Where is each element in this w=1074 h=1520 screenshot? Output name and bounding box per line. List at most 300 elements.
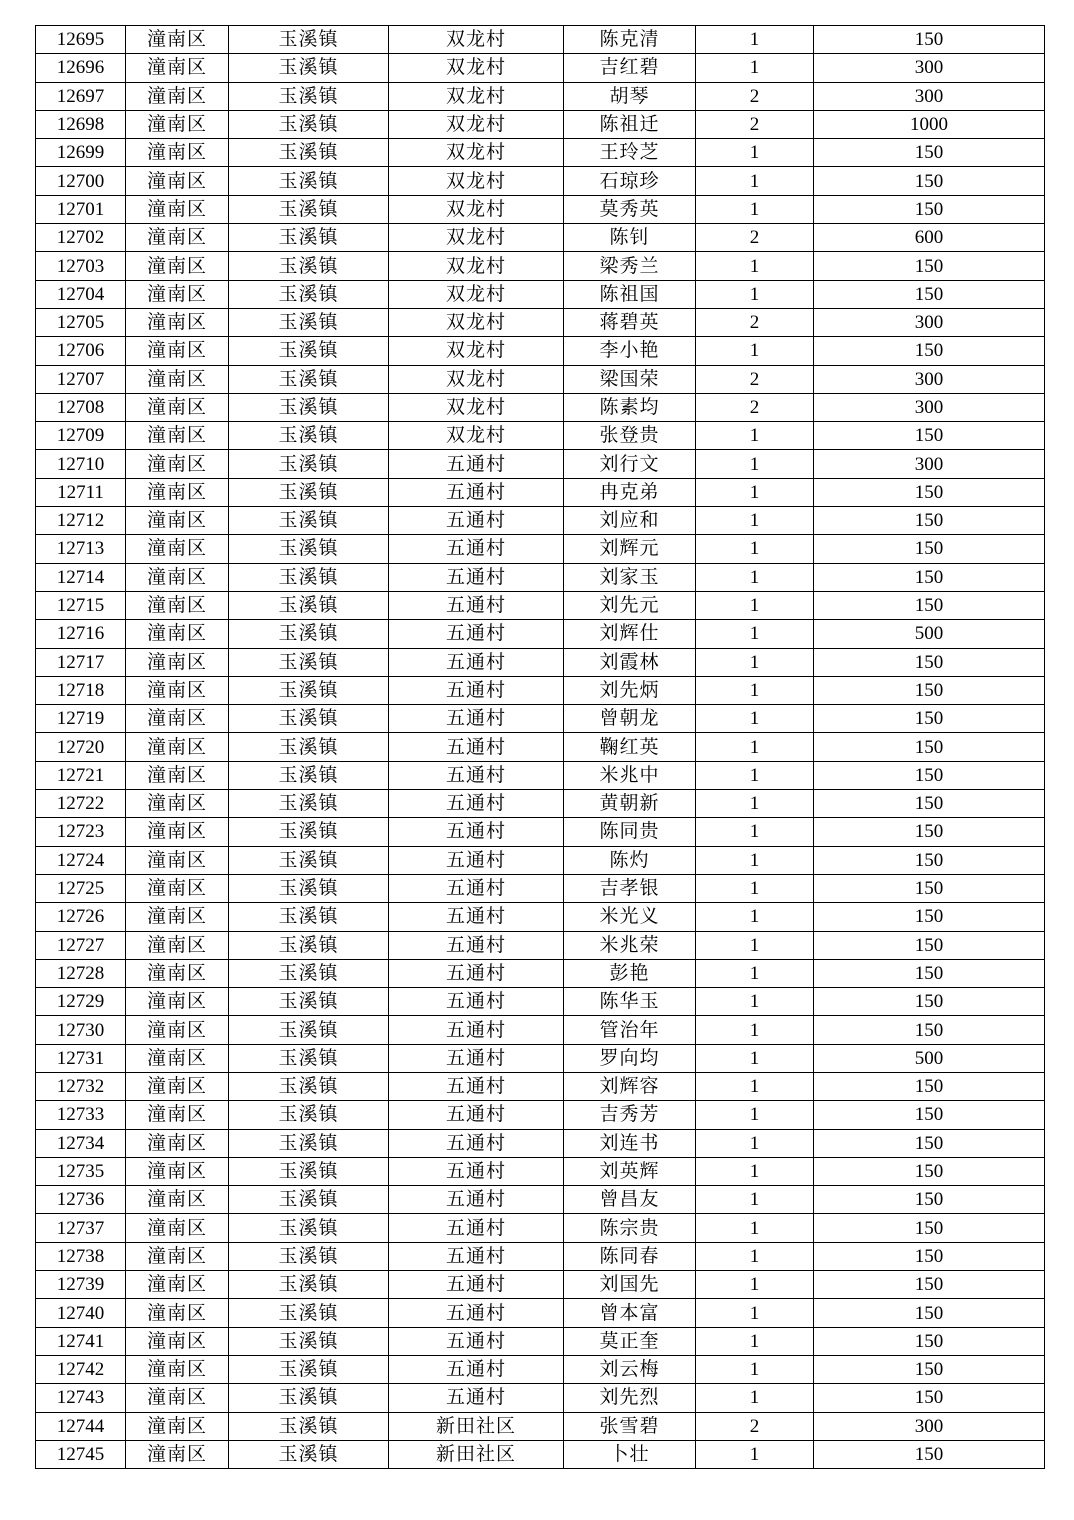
amount-cell: 500 [814,620,1045,648]
name-cell: 梁秀兰 [564,252,696,280]
town-cell: 玉溪镇 [229,1242,389,1270]
name-cell: 刘国先 [564,1271,696,1299]
table-row [36,1101,1045,1129]
village-cell: 五通村 [389,846,564,874]
village-cell: 五通村 [389,1384,564,1412]
name-cell: 刘辉元 [564,535,696,563]
town-cell: 玉溪镇 [229,1271,389,1299]
name-cell: 张雪碧 [564,1412,696,1440]
town-cell: 玉溪镇 [229,563,389,591]
serial-number-cell: 12721 [36,761,126,789]
district-cell: 潼南区 [126,337,229,365]
table-row [36,393,1045,421]
serial-number-cell: 12696 [36,54,126,82]
amount-cell: 1000 [814,110,1045,138]
town-cell: 玉溪镇 [229,422,389,450]
district-cell: 潼南区 [126,676,229,704]
district-cell: 潼南区 [126,1214,229,1242]
amount-cell: 150 [814,252,1045,280]
district-cell: 潼南区 [126,761,229,789]
district-cell: 潼南区 [126,393,229,421]
household-size-cell: 1 [696,1101,814,1129]
district-cell: 潼南区 [126,195,229,223]
amount-cell: 300 [814,82,1045,110]
table-row [36,535,1045,563]
household-size-cell: 1 [696,1327,814,1355]
roster-table-body [36,26,1045,1469]
household-size-cell: 1 [696,1271,814,1299]
amount-cell: 150 [814,1016,1045,1044]
household-size-cell: 1 [696,280,814,308]
district-cell: 潼南区 [126,1129,229,1157]
name-cell: 米兆荣 [564,931,696,959]
serial-number-cell: 12733 [36,1101,126,1129]
serial-number-cell: 12731 [36,1044,126,1072]
serial-number-cell: 12713 [36,535,126,563]
amount-cell: 150 [814,422,1045,450]
household-size-cell: 1 [696,648,814,676]
town-cell: 玉溪镇 [229,591,389,619]
name-cell: 曾朝龙 [564,705,696,733]
name-cell: 鞠红英 [564,733,696,761]
district-cell: 潼南区 [126,1440,229,1468]
household-size-cell: 1 [696,846,814,874]
amount-cell: 300 [814,308,1045,336]
district-cell: 潼南区 [126,959,229,987]
name-cell: 刘行文 [564,450,696,478]
town-cell: 玉溪镇 [229,1355,389,1383]
serial-number-cell: 12711 [36,478,126,506]
serial-number-cell: 12719 [36,705,126,733]
serial-number-cell: 12744 [36,1412,126,1440]
name-cell: 刘家玉 [564,563,696,591]
village-cell: 五通村 [389,450,564,478]
table-row [36,1299,1045,1327]
serial-number-cell: 12705 [36,308,126,336]
serial-number-cell: 12723 [36,818,126,846]
village-cell: 五通村 [389,733,564,761]
amount-cell: 150 [814,591,1045,619]
household-size-cell: 1 [696,903,814,931]
amount-cell: 150 [814,1271,1045,1299]
village-cell: 双龙村 [389,195,564,223]
amount-cell: 150 [814,988,1045,1016]
village-cell: 五通村 [389,620,564,648]
amount-cell: 150 [814,1186,1045,1214]
district-cell: 潼南区 [126,26,229,54]
table-row [36,308,1045,336]
amount-cell: 150 [814,874,1045,902]
district-cell: 潼南区 [126,422,229,450]
district-cell: 潼南区 [126,591,229,619]
village-cell: 五通村 [389,1242,564,1270]
household-size-cell: 1 [696,1242,814,1270]
name-cell: 刘霞林 [564,648,696,676]
name-cell: 陈素均 [564,393,696,421]
name-cell: 吉红碧 [564,54,696,82]
table-row [36,337,1045,365]
district-cell: 潼南区 [126,54,229,82]
town-cell: 玉溪镇 [229,54,389,82]
serial-number-cell: 12743 [36,1384,126,1412]
table-row [36,1271,1045,1299]
village-cell: 五通村 [389,1327,564,1355]
town-cell: 玉溪镇 [229,1214,389,1242]
town-cell: 玉溪镇 [229,507,389,535]
village-cell: 五通村 [389,818,564,846]
table-row [36,931,1045,959]
serial-number-cell: 12707 [36,365,126,393]
household-size-cell: 1 [696,337,814,365]
amount-cell: 150 [814,705,1045,733]
household-size-cell: 1 [696,931,814,959]
serial-number-cell: 12722 [36,790,126,818]
serial-number-cell: 12718 [36,676,126,704]
amount-cell: 150 [814,1327,1045,1355]
serial-number-cell: 12714 [36,563,126,591]
table-row [36,591,1045,619]
town-cell: 玉溪镇 [229,535,389,563]
household-size-cell: 1 [696,988,814,1016]
amount-cell: 150 [814,1440,1045,1468]
name-cell: 陈祖迁 [564,110,696,138]
town-cell: 玉溪镇 [229,931,389,959]
district-cell: 潼南区 [126,450,229,478]
district-cell: 潼南区 [126,1157,229,1185]
town-cell: 玉溪镇 [229,1186,389,1214]
village-cell: 双龙村 [389,224,564,252]
serial-number-cell: 12703 [36,252,126,280]
village-cell: 五通村 [389,591,564,619]
serial-number-cell: 12742 [36,1355,126,1383]
district-cell: 潼南区 [126,733,229,761]
serial-number-cell: 12698 [36,110,126,138]
town-cell: 玉溪镇 [229,252,389,280]
amount-cell: 150 [814,676,1045,704]
table-row [36,1214,1045,1242]
household-size-cell: 1 [696,1355,814,1383]
town-cell: 玉溪镇 [229,450,389,478]
household-size-cell: 1 [696,26,814,54]
serial-number-cell: 12700 [36,167,126,195]
household-size-cell: 2 [696,82,814,110]
name-cell: 米兆中 [564,761,696,789]
district-cell: 潼南区 [126,224,229,252]
name-cell: 陈祖国 [564,280,696,308]
village-cell: 新田社区 [389,1412,564,1440]
household-size-cell: 1 [696,1129,814,1157]
table-row [36,478,1045,506]
amount-cell: 150 [814,1129,1045,1157]
district-cell: 潼南区 [126,139,229,167]
town-cell: 玉溪镇 [229,676,389,704]
town-cell: 玉溪镇 [229,1101,389,1129]
town-cell: 玉溪镇 [229,478,389,506]
serial-number-cell: 12745 [36,1440,126,1468]
village-cell: 五通村 [389,761,564,789]
household-size-cell: 1 [696,563,814,591]
district-cell: 潼南区 [126,1186,229,1214]
district-cell: 潼南区 [126,82,229,110]
village-cell: 五通村 [389,676,564,704]
town-cell: 玉溪镇 [229,1044,389,1072]
district-cell: 潼南区 [126,478,229,506]
name-cell: 刘先炳 [564,676,696,704]
district-cell: 潼南区 [126,110,229,138]
village-cell: 五通村 [389,1101,564,1129]
table-row [36,563,1045,591]
village-cell: 五通村 [389,535,564,563]
district-cell: 潼南区 [126,507,229,535]
town-cell: 玉溪镇 [229,139,389,167]
town-cell: 玉溪镇 [229,733,389,761]
table-row [36,110,1045,138]
table-row [36,139,1045,167]
serial-number-cell: 12740 [36,1299,126,1327]
serial-number-cell: 12728 [36,959,126,987]
table-row [36,1044,1045,1072]
table-row [36,1016,1045,1044]
district-cell: 潼南区 [126,252,229,280]
name-cell: 卜壮 [564,1440,696,1468]
name-cell: 罗向均 [564,1044,696,1072]
name-cell: 刘应和 [564,507,696,535]
serial-number-cell: 12735 [36,1157,126,1185]
district-cell: 潼南区 [126,1044,229,1072]
serial-number-cell: 12732 [36,1072,126,1100]
town-cell: 玉溪镇 [229,705,389,733]
name-cell: 刘先元 [564,591,696,619]
village-cell: 五通村 [389,1157,564,1185]
amount-cell: 150 [814,818,1045,846]
name-cell: 米光义 [564,903,696,931]
town-cell: 玉溪镇 [229,959,389,987]
amount-cell: 150 [814,26,1045,54]
town-cell: 玉溪镇 [229,620,389,648]
household-size-cell: 1 [696,761,814,789]
serial-number-cell: 12717 [36,648,126,676]
table-row [36,988,1045,1016]
table-row [36,874,1045,902]
serial-number-cell: 12716 [36,620,126,648]
table-row [36,676,1045,704]
district-cell: 潼南区 [126,1384,229,1412]
district-cell: 潼南区 [126,1299,229,1327]
name-cell: 陈同贵 [564,818,696,846]
serial-number-cell: 12695 [36,26,126,54]
village-cell: 五通村 [389,478,564,506]
household-size-cell: 1 [696,1186,814,1214]
name-cell: 陈克清 [564,26,696,54]
amount-cell: 300 [814,450,1045,478]
village-cell: 双龙村 [389,337,564,365]
district-cell: 潼南区 [126,648,229,676]
village-cell: 五通村 [389,790,564,818]
name-cell: 曾本富 [564,1299,696,1327]
village-cell: 双龙村 [389,280,564,308]
town-cell: 玉溪镇 [229,761,389,789]
household-size-cell: 1 [696,676,814,704]
table-row [36,761,1045,789]
name-cell: 陈宗贵 [564,1214,696,1242]
table-row [36,1072,1045,1100]
town-cell: 玉溪镇 [229,280,389,308]
household-size-cell: 1 [696,422,814,450]
amount-cell: 300 [814,54,1045,82]
household-size-cell: 1 [696,535,814,563]
amount-cell: 150 [814,507,1045,535]
serial-number-cell: 12697 [36,82,126,110]
district-cell: 潼南区 [126,931,229,959]
household-size-cell: 2 [696,224,814,252]
table-row [36,54,1045,82]
serial-number-cell: 12726 [36,903,126,931]
town-cell: 玉溪镇 [229,846,389,874]
district-cell: 潼南区 [126,903,229,931]
district-cell: 潼南区 [126,1271,229,1299]
name-cell: 陈同春 [564,1242,696,1270]
town-cell: 玉溪镇 [229,818,389,846]
name-cell: 吉秀芳 [564,1101,696,1129]
household-size-cell: 1 [696,1072,814,1100]
household-size-cell: 1 [696,139,814,167]
village-cell: 五通村 [389,931,564,959]
village-cell: 五通村 [389,903,564,931]
district-cell: 潼南区 [126,1016,229,1044]
table-row [36,1412,1045,1440]
household-size-cell: 2 [696,308,814,336]
table-row [36,1157,1045,1185]
village-cell: 五通村 [389,563,564,591]
amount-cell: 150 [814,1072,1045,1100]
town-cell: 玉溪镇 [229,1072,389,1100]
household-size-cell: 1 [696,1157,814,1185]
name-cell: 吉孝银 [564,874,696,902]
district-cell: 潼南区 [126,1101,229,1129]
district-cell: 潼南区 [126,535,229,563]
table-row [36,959,1045,987]
town-cell: 玉溪镇 [229,1157,389,1185]
table-row [36,705,1045,733]
table-row [36,82,1045,110]
amount-cell: 150 [814,761,1045,789]
village-cell: 五通村 [389,1271,564,1299]
household-size-cell: 1 [696,620,814,648]
name-cell: 蒋碧英 [564,308,696,336]
household-size-cell: 1 [696,1214,814,1242]
amount-cell: 600 [814,224,1045,252]
serial-number-cell: 12710 [36,450,126,478]
amount-cell: 300 [814,365,1045,393]
household-size-cell: 1 [696,1440,814,1468]
roster-table [35,25,1045,1469]
amount-cell: 150 [814,535,1045,563]
town-cell: 玉溪镇 [229,365,389,393]
name-cell: 刘英辉 [564,1157,696,1185]
district-cell: 潼南区 [126,308,229,336]
name-cell: 陈华玉 [564,988,696,1016]
town-cell: 玉溪镇 [229,1299,389,1327]
household-size-cell: 2 [696,1412,814,1440]
household-size-cell: 1 [696,1384,814,1412]
household-size-cell: 1 [696,591,814,619]
household-size-cell: 1 [696,167,814,195]
household-size-cell: 1 [696,790,814,818]
serial-number-cell: 12702 [36,224,126,252]
serial-number-cell: 12730 [36,1016,126,1044]
table-row [36,224,1045,252]
village-cell: 双龙村 [389,422,564,450]
serial-number-cell: 12725 [36,874,126,902]
name-cell: 黄朝新 [564,790,696,818]
amount-cell: 150 [814,648,1045,676]
town-cell: 玉溪镇 [229,224,389,252]
village-cell: 双龙村 [389,308,564,336]
village-cell: 双龙村 [389,26,564,54]
district-cell: 潼南区 [126,1072,229,1100]
name-cell: 梁国荣 [564,365,696,393]
household-size-cell: 2 [696,393,814,421]
district-cell: 潼南区 [126,1242,229,1270]
town-cell: 玉溪镇 [229,1129,389,1157]
town-cell: 玉溪镇 [229,337,389,365]
amount-cell: 150 [814,790,1045,818]
household-size-cell: 1 [696,705,814,733]
serial-number-cell: 12734 [36,1129,126,1157]
table-row [36,26,1045,54]
household-size-cell: 1 [696,252,814,280]
district-cell: 潼南区 [126,705,229,733]
serial-number-cell: 12720 [36,733,126,761]
district-cell: 潼南区 [126,1327,229,1355]
village-cell: 双龙村 [389,82,564,110]
amount-cell: 150 [814,733,1045,761]
name-cell: 陈灼 [564,846,696,874]
serial-number-cell: 12741 [36,1327,126,1355]
district-cell: 潼南区 [126,167,229,195]
amount-cell: 300 [814,1412,1045,1440]
serial-number-cell: 12704 [36,280,126,308]
serial-number-cell: 12701 [36,195,126,223]
village-cell: 五通村 [389,988,564,1016]
amount-cell: 300 [814,393,1045,421]
name-cell: 管治年 [564,1016,696,1044]
table-row [36,648,1045,676]
village-cell: 双龙村 [389,252,564,280]
table-row [36,450,1045,478]
name-cell: 王玲芝 [564,139,696,167]
name-cell: 冉克弟 [564,478,696,506]
town-cell: 玉溪镇 [229,1412,389,1440]
serial-number-cell: 12739 [36,1271,126,1299]
village-cell: 五通村 [389,1355,564,1383]
amount-cell: 150 [814,903,1045,931]
name-cell: 曾昌友 [564,1186,696,1214]
name-cell: 石琼珍 [564,167,696,195]
amount-cell: 150 [814,280,1045,308]
district-cell: 潼南区 [126,988,229,1016]
district-cell: 潼南区 [126,1412,229,1440]
amount-cell: 150 [814,167,1045,195]
village-cell: 五通村 [389,507,564,535]
amount-cell: 150 [814,931,1045,959]
name-cell: 陈钊 [564,224,696,252]
amount-cell: 150 [814,959,1045,987]
table-row [36,195,1045,223]
serial-number-cell: 12727 [36,931,126,959]
document-page [35,25,1044,1469]
household-size-cell: 1 [696,874,814,902]
